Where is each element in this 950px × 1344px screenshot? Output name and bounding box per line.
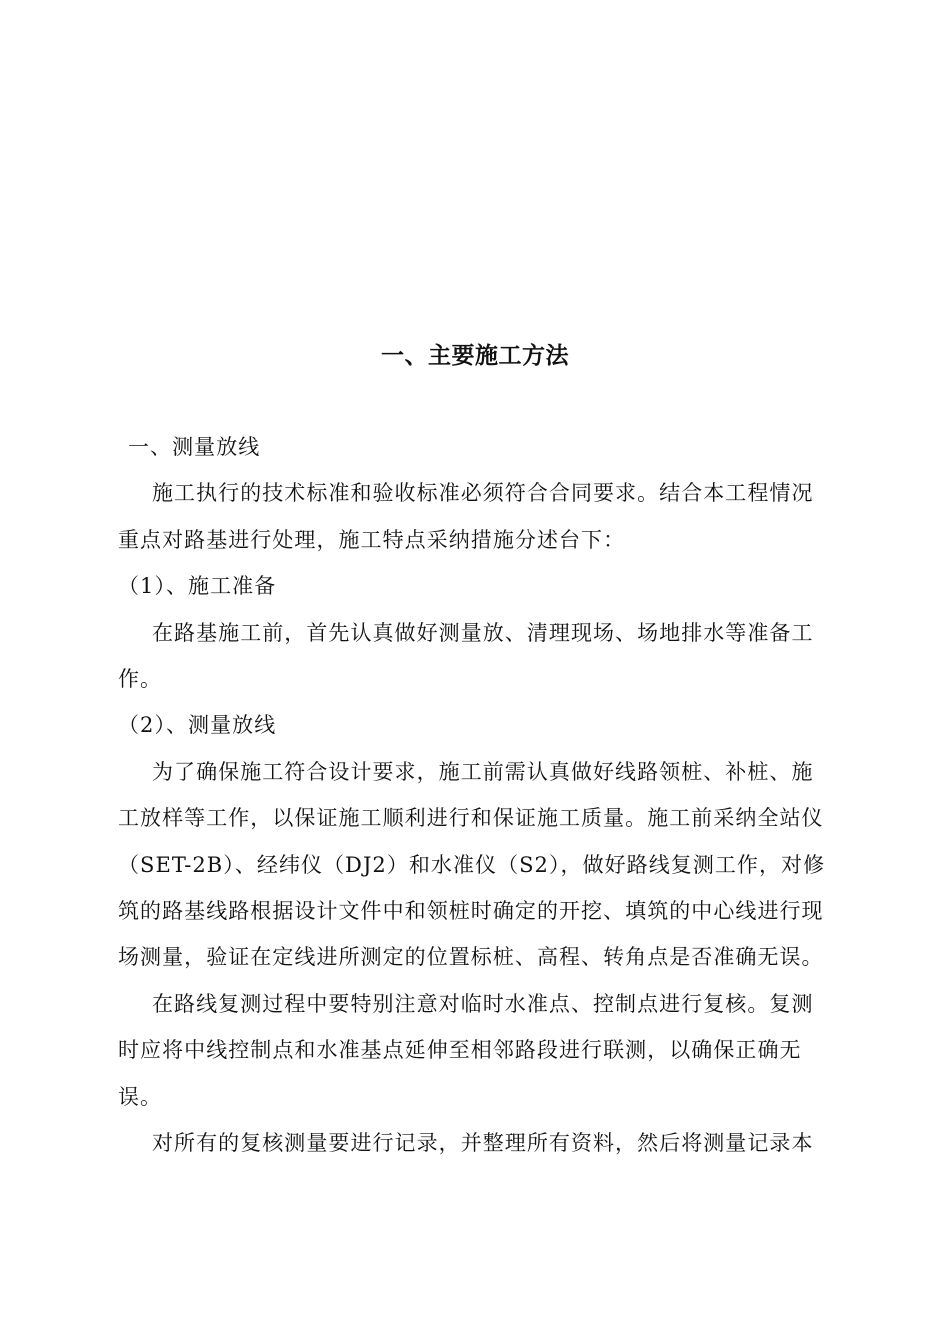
paragraph: 在路基施工前，首先认真做好测量放、清理现场、场地排水等准备工作。 [118,620,814,692]
subsection-heading: （1）、施工准备 [118,574,277,599]
paragraph: 在路线复测过程中要特别注意对临时水准点、控制点进行复核。复测时应将中线控制点和水准基点延伸至相邻路段进行联测，以确保正确无误。 [118,991,814,1109]
document-body [118,424,830,1167]
paragraph: 施工执行的技术标准和验收标准必须符合合同要求。结合本工程情况重点对路基进行处理，施工特点采纳措施分述台下： [118,481,814,552]
document-title: 一、主要施工方法 [381,342,569,369]
paragraph: 对所有的复核测量要进行记录，并整理所有资料，然后将测量记录本 [152,1131,814,1156]
section-heading: 一、测量放线 [128,435,261,459]
paragraph: 为了确保施工符合设计要求，施工前需认真做好线路领桩、补桩、施工放样等工作，以保证施工顺利进行和保证施工质量。施工前采纳全站仪（SET-2B）、经纬仪（DJ2）和水准仪（S2），做好路线复测工作，对修筑的路基线路根据设计文件中和领桩时确定的开挖、填筑的中心线进行现场测量，验证在定线进所测定的位置标桩、高程、转角点是否准确无误。 [118,759,826,970]
subsection-heading: （2）、测量放线 [118,713,277,738]
